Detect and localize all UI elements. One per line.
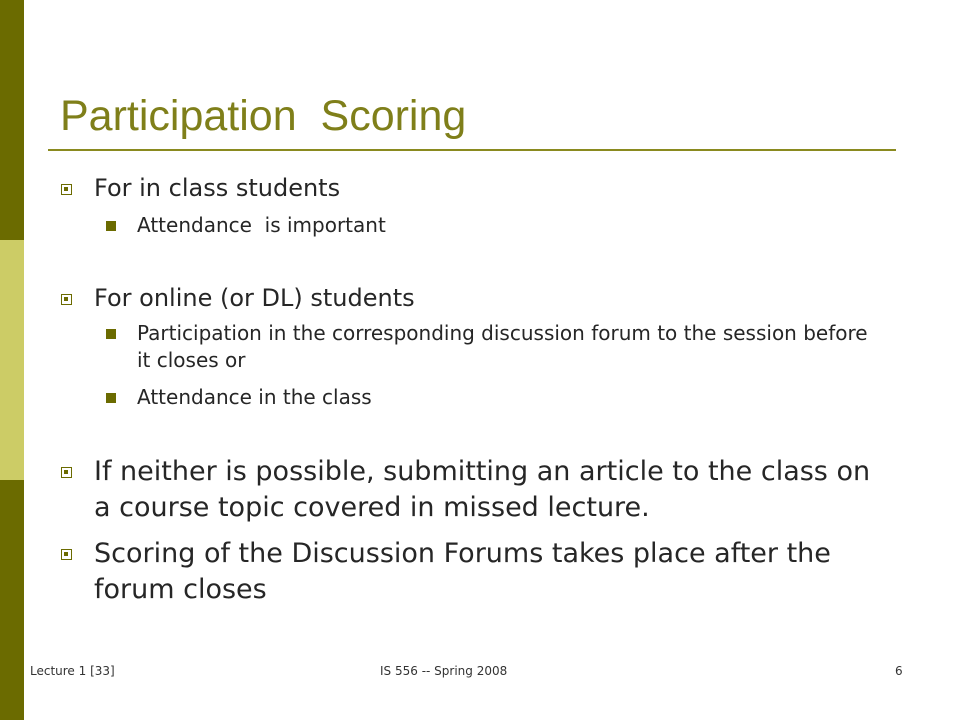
sub-bullet-text: Attendance is important (137, 213, 386, 237)
bullet-level1 (60, 172, 900, 204)
side-accent-bar-middle (0, 240, 24, 480)
bullet-level1 (60, 536, 900, 608)
square-bullet-icon (61, 549, 72, 560)
square-bullet-icon (61, 294, 72, 305)
sub-bullet-item (106, 320, 900, 374)
bullet-item-4 (60, 536, 900, 608)
bullet-text: Scoring of the Discussion Forums takes place after the forum closes (94, 538, 840, 605)
slide-title: Participation Scoring (60, 92, 467, 140)
filled-square-bullet-icon (106, 221, 116, 231)
bullet-level1 (60, 454, 900, 526)
side-accent-bar-top (0, 0, 24, 240)
footer-lecture-label: Lecture 1 [33] (30, 664, 115, 678)
title-underline-rule (48, 149, 896, 151)
footer-page-number: 6 (895, 664, 903, 678)
filled-square-bullet-icon (106, 393, 116, 403)
square-bullet-icon (61, 184, 72, 195)
bullet-text: If neither is possible, submitting an article to the class on a course topic covered in missed lecture. (94, 456, 879, 523)
bullet-text: For in class students (94, 174, 341, 202)
sub-bullet-text: Participation in the corresponding discussion forum to the session before it closes or (137, 321, 874, 372)
filled-square-bullet-icon (106, 329, 116, 339)
bullet-item-3 (60, 454, 900, 526)
square-bullet-icon (61, 467, 72, 478)
sub-bullet-item (106, 384, 900, 411)
bullet-text: For online (or DL) students (94, 284, 415, 312)
side-accent-bar-bottom (0, 480, 24, 720)
sub-bullet-item (106, 212, 900, 239)
sub-bullet-text: Attendance in the class (137, 385, 372, 409)
bullet-item-2 (60, 282, 900, 411)
bullet-item-1 (60, 172, 900, 239)
bullet-level1 (60, 282, 900, 314)
footer-course-label: IS 556 -- Spring 2008 (380, 664, 508, 678)
slide-body (60, 172, 900, 608)
